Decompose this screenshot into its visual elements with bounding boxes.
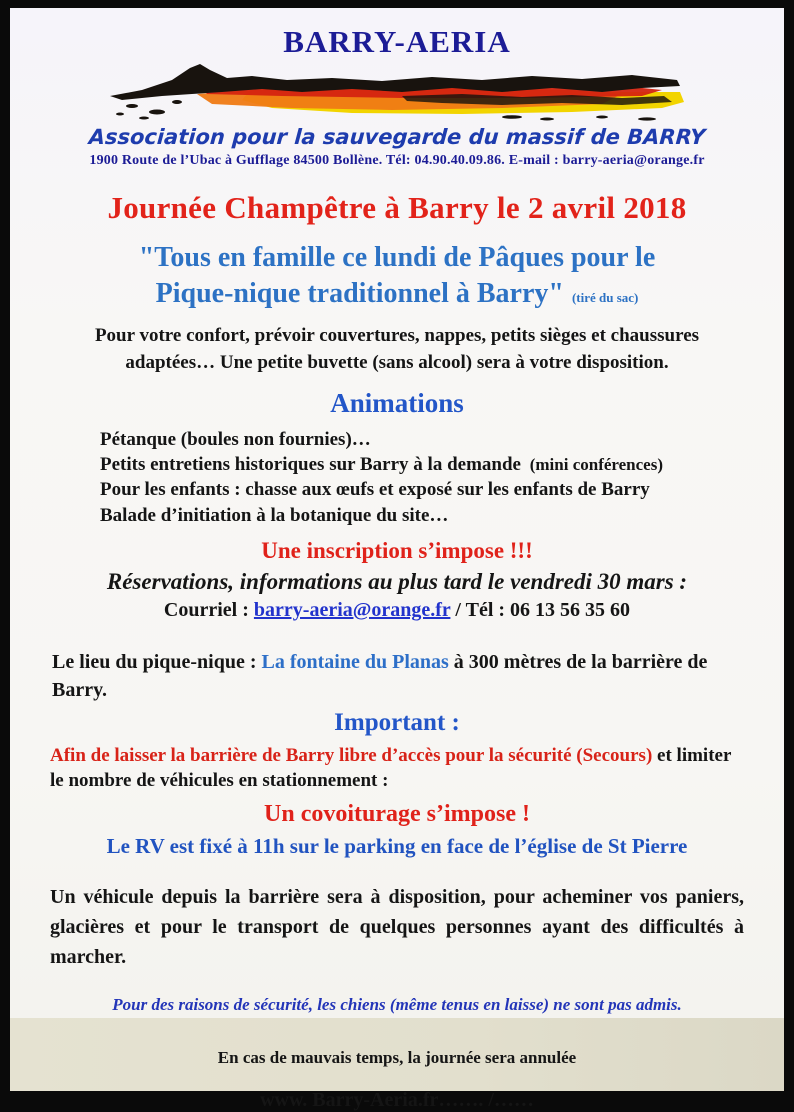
dogs-notice: Pour des raisons de sécurité, les chiens (même tenus en laisse) ne sont pas admis. (112, 995, 682, 1015)
animations-list (100, 427, 746, 528)
animation-item: Pétanque (boules non fournies)… (100, 428, 371, 450)
important-red-text: Afin de laisser la barrière de Barry libre d’accès pour la sécurité (Secours) (50, 744, 653, 766)
event-subtitle-line1: "Tous en famille ce lundi de Pâques pour le (138, 242, 656, 273)
org-title: BARRY-AERIA (283, 24, 511, 59)
location-place: La fontaine du Planas (261, 650, 449, 673)
email-label: Courriel : (163, 598, 254, 621)
reservations-line: Réservations, informations au plus tard le vendredi 30 mars : (106, 568, 688, 594)
weather-notice: En cas de mauvais temps, la journée sera annulée (217, 1048, 577, 1068)
animation-item: Balade d’initiation à la botanique du site… (100, 504, 449, 526)
website-line: www. Barry-Aeria.fr……. /…… (260, 1089, 534, 1112)
animations-heading: Animations (330, 387, 464, 418)
animation-item: Petits entretiens historiques sur Barry à la demande (mini conférences) (100, 454, 664, 476)
mountain-painting-logo (102, 62, 692, 124)
association-tagline: Association pour la sauvegarde du massif de BARRY (87, 125, 707, 149)
location-paragraph (52, 648, 746, 704)
flyer-content (10, 8, 784, 1112)
inscription-heading: Une inscription s’impose !!! (261, 537, 533, 563)
address-line: 1900 Route de l’Ubac à Gufflage 84500 Bollène. Tél: 04.90.40.09.86. E-mail : barry-aeria@orange.fr (89, 153, 705, 168)
event-title: Journée Champêtre à Barry le 2 avril 2018 (107, 190, 687, 225)
location-label: Le lieu du pique-nique : (52, 650, 262, 673)
flyer-page (10, 8, 784, 1112)
rendezvous-line: Le RV est fixé à 11h sur le parking en face de l’église de St Pierre (106, 834, 688, 859)
phone-text: / Tél : 06 13 56 35 60 (450, 598, 631, 621)
important-black-text: et limiter le nombre de véhicules en stationnement : (50, 744, 732, 792)
event-subtitle-line2: Pique-nique traditionnel à Barry" (155, 277, 564, 309)
email-link[interactable]: barry-aeria@orange.fr (253, 598, 451, 621)
intro-paragraph: Pour votre confort, prévoir couvertures, nappes, petits sièges et chaussures adaptées… Une petite buvette (sans alcool) sera à votre disposition. (94, 324, 700, 374)
vehicle-paragraph: Un véhicule depuis la barrière sera à disposition, pour acheminer vos paniers, glacières et pour le transport de quelques personnes ayant des difficultés à marcher. (50, 886, 744, 969)
logo-wrap (48, 62, 746, 129)
animation-item-note: (mini conférences) (529, 455, 664, 475)
important-paragraph (50, 743, 746, 794)
event-subtitle (48, 240, 746, 312)
location-rest: à 300 mètres de la barrière de Barry. (52, 650, 708, 701)
animation-item: Pour les enfants : chasse aux œufs et exposé sur les enfants de Barry (100, 479, 650, 501)
carpool-heading: Un covoiturage s’impose ! (264, 801, 530, 828)
important-heading: Important : (334, 708, 460, 736)
subtitle-note: (tiré du sac) (571, 289, 639, 305)
contact-line (48, 599, 746, 622)
